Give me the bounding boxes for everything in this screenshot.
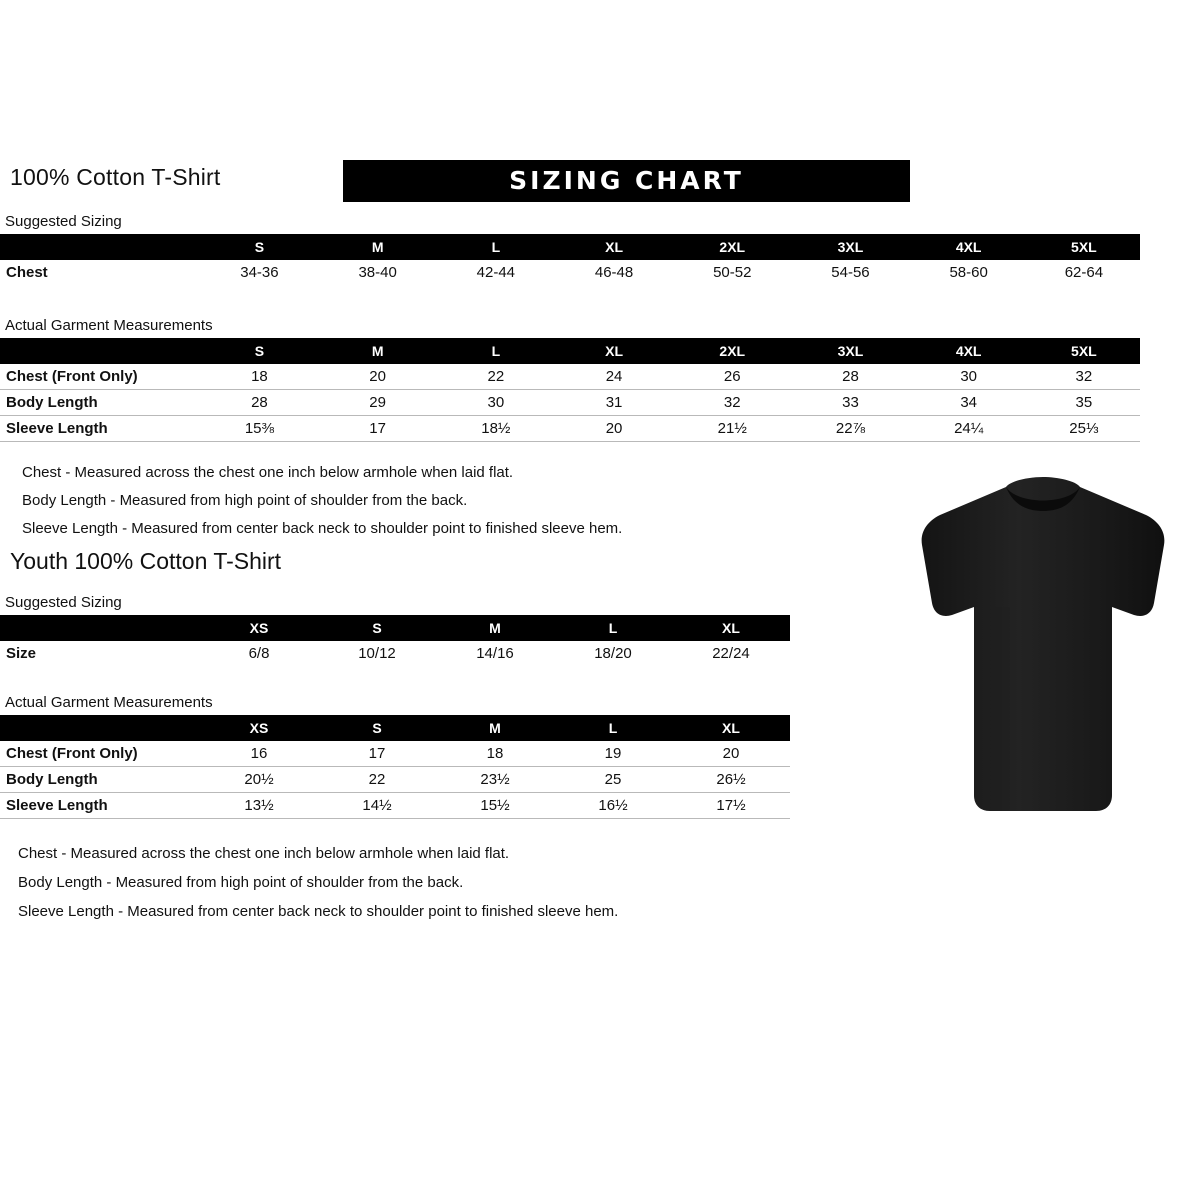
table-row: [0, 260, 1140, 285]
table-cell: 22: [487, 368, 505, 385]
table-row: [0, 767, 790, 793]
youth-note-sleeve-length: Sleeve Length - Measured from center back neck to shoulder point to finished sleeve hem.: [18, 903, 619, 920]
adult-suggested-caption: Suggested Sizing: [5, 213, 122, 230]
column-header: XS: [200, 615, 318, 641]
column-header: 2XL: [673, 234, 791, 260]
table-cell: 21½: [717, 420, 747, 437]
table-cell: 6/8: [248, 645, 270, 662]
table-cell: 28: [842, 368, 859, 385]
table-cell: 17: [368, 745, 386, 762]
table-cell: 42-44: [476, 264, 516, 281]
table-cell: 20: [369, 368, 386, 385]
column-header: S: [318, 615, 436, 641]
table-cell: 58-60: [949, 264, 988, 281]
row-label: Chest (Front Only): [6, 368, 138, 385]
table-row: [0, 641, 790, 666]
column-header: 3XL: [791, 338, 909, 364]
table-cell: 20½: [244, 771, 274, 788]
sizing-chart-banner-label: SIZING CHART: [509, 166, 744, 195]
tshirt-illustration: [898, 475, 1188, 815]
table-cell: 14/16: [476, 645, 514, 662]
header-row: [10, 160, 910, 202]
table-cell: 33: [842, 394, 859, 411]
table-row: [0, 416, 1140, 442]
row-label: Body Length: [6, 771, 98, 788]
youth-suggested-table: [0, 615, 790, 666]
youth-note-chest: Chest - Measured across the chest one inch below armhole when laid flat.: [18, 845, 510, 862]
adult-note-body-length: Body Length - Measured from high point of shoulder from the back.: [22, 492, 468, 509]
table-header-row: [0, 338, 1140, 364]
table-cell: 16: [250, 745, 268, 762]
youth-section-title: Youth 100% Cotton T-Shirt: [10, 548, 282, 574]
table-cell: 38-40: [358, 264, 397, 281]
table-cell: 25: [604, 771, 622, 788]
table-cell: 26: [723, 368, 741, 385]
column-header: 4XL: [910, 234, 1028, 260]
row-label: Sleeve Length: [6, 420, 108, 437]
sizing-chart-banner: [343, 160, 910, 202]
table-row: [0, 364, 1140, 390]
table-header-row: [0, 234, 1140, 260]
table-header-row: [0, 615, 790, 641]
table-cell: 46-48: [594, 264, 634, 281]
youth-actual-table: [0, 715, 790, 819]
adult-section-title: 100% Cotton T-Shirt: [10, 164, 221, 190]
table-row: [0, 741, 790, 767]
table-cell: 15½: [480, 797, 510, 814]
table-cell: 30: [960, 368, 977, 385]
table-cell: 25⅓: [1069, 420, 1099, 437]
table-cell: 18: [251, 368, 268, 385]
table-cell: 22/24: [712, 645, 750, 662]
column-header: 5XL: [1028, 338, 1140, 364]
adult-note-sleeve-length: Sleeve Length - Measured from center back neck to shoulder point to finished sleeve hem.: [22, 520, 623, 537]
adult-actual-caption: Actual Garment Measurements: [5, 317, 213, 334]
column-header: L: [437, 234, 555, 260]
column-header: M: [319, 234, 437, 260]
table-cell: 14½: [362, 797, 392, 814]
table-cell: 24¼: [954, 420, 984, 437]
table-cell: 34-36: [240, 264, 279, 281]
table-cell: 10/12: [358, 645, 396, 662]
table-cell: 35: [1075, 394, 1093, 411]
table-cell: 17: [369, 420, 386, 437]
column-header: S: [318, 715, 436, 741]
table-cell: 22⅞: [835, 420, 866, 437]
column-header: M: [436, 615, 554, 641]
adult-note-chest: Chest - Measured across the chest one inch below armhole when laid flat.: [22, 464, 514, 481]
youth-suggested-caption: Suggested Sizing: [5, 594, 122, 611]
column-header: L: [554, 615, 672, 641]
table-cell: 34: [960, 394, 977, 411]
table-row: [0, 793, 790, 819]
column-header: XL: [555, 234, 673, 260]
table-cell: 24: [605, 368, 623, 385]
table-cell: 62-64: [1064, 264, 1104, 281]
column-header: 3XL: [791, 234, 909, 260]
youth-note-body-length: Body Length - Measured from high point of shoulder from the back.: [18, 874, 464, 891]
table-row: [0, 390, 1140, 416]
table-cell: 50-52: [713, 264, 752, 281]
table-cell: 15⅜: [244, 420, 275, 437]
column-header: M: [319, 338, 437, 364]
table-cell: 32: [1075, 368, 1093, 385]
column-header: L: [554, 715, 672, 741]
tshirt-icon: [898, 475, 1188, 815]
column-header: 5XL: [1028, 234, 1140, 260]
column-header: XS: [200, 715, 318, 741]
column-header: M: [436, 715, 554, 741]
table-cell: 23½: [480, 771, 510, 788]
column-header: 4XL: [910, 338, 1028, 364]
table-cell: 26½: [716, 771, 746, 788]
table-cell: 30: [487, 394, 505, 411]
table-cell: 31: [605, 394, 623, 411]
adult-suggested-table: [0, 234, 1140, 285]
column-header: [0, 715, 200, 741]
column-header: [0, 234, 200, 260]
column-header: XL: [555, 338, 673, 364]
table-cell: 18: [486, 745, 504, 762]
table-cell: 29: [369, 394, 386, 411]
row-label: Chest: [6, 264, 48, 281]
row-label: Body Length: [6, 394, 98, 411]
column-header: [0, 338, 200, 364]
column-header: 2XL: [673, 338, 791, 364]
row-label: Chest (Front Only): [6, 745, 138, 762]
table-cell: 18/20: [594, 645, 632, 662]
column-header: [0, 615, 200, 641]
youth-actual-caption: Actual Garment Measurements: [5, 694, 213, 711]
column-header: XL: [672, 615, 790, 641]
table-cell: 32: [723, 394, 741, 411]
table-cell: 18½: [481, 420, 511, 437]
table-cell: 20: [722, 745, 740, 762]
row-label: Sleeve Length: [6, 797, 108, 814]
column-header: L: [437, 338, 555, 364]
table-cell: 28: [251, 394, 268, 411]
table-cell: 16½: [598, 797, 628, 814]
column-header: S: [200, 234, 318, 260]
table-cell: 20: [605, 420, 623, 437]
table-cell: 13½: [244, 797, 274, 814]
table-header-row: [0, 715, 790, 741]
table-cell: 19: [604, 745, 622, 762]
column-header: S: [200, 338, 318, 364]
row-label: Size: [6, 645, 37, 662]
table-cell: 22: [368, 771, 386, 788]
table-cell: 54-56: [831, 264, 870, 281]
table-cell: 17½: [716, 797, 746, 814]
adult-actual-table: [0, 338, 1140, 442]
column-header: XL: [672, 715, 790, 741]
